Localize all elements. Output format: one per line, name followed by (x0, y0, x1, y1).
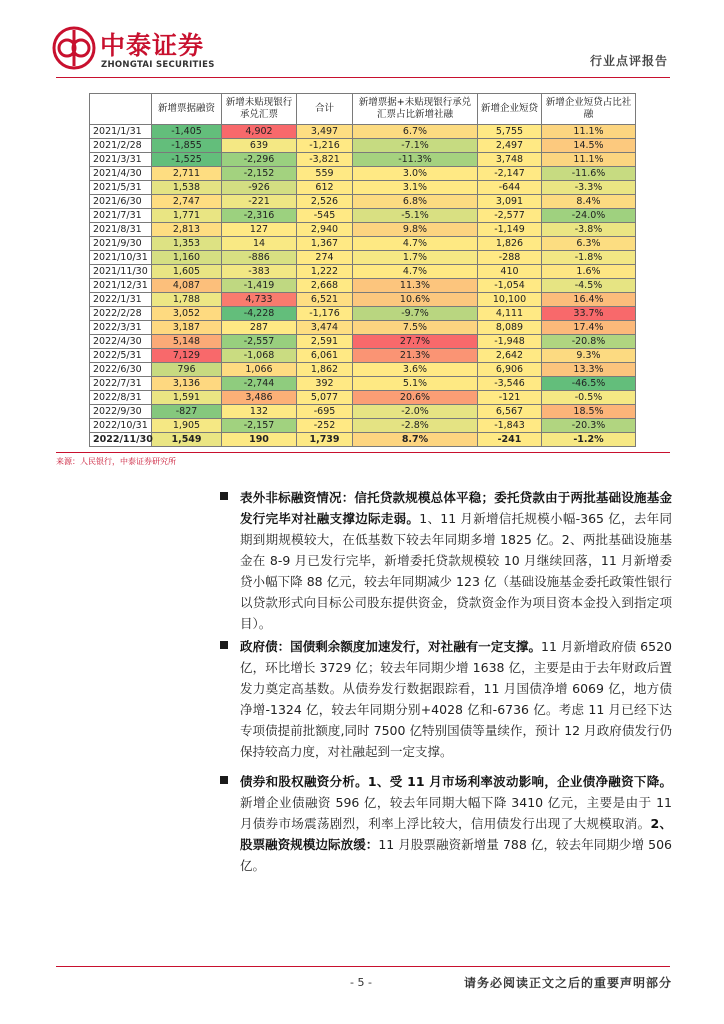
cell-total: 6,061 (297, 349, 353, 363)
cell-short-loans-share: 17.4% (542, 321, 636, 335)
cell-undiscounted-bills: -2,744 (222, 377, 297, 391)
cell-date: 2021/8/31 (90, 223, 152, 237)
header-bills-share: 新增票据+未贴现银行承兑汇票占比新增社融 (353, 94, 478, 125)
bullet-paragraph (240, 636, 672, 762)
company-name-cn: 中泰证券 (100, 31, 205, 60)
cell-date: 2021/9/30 (90, 237, 152, 251)
cell-undiscounted-bills: -2,316 (222, 209, 297, 223)
table-row (90, 195, 636, 209)
table-row (90, 405, 636, 419)
cell-date: 2022/10/31 (90, 419, 152, 433)
cell-bills-share: 9.8% (353, 223, 478, 237)
table-row (90, 139, 636, 153)
cell-bill-financing: 1,160 (152, 251, 222, 265)
cell-undiscounted-bills: 4,733 (222, 293, 297, 307)
cell-bills-share: 8.7% (353, 433, 478, 447)
cell-short-loans-share: -3.3% (542, 181, 636, 195)
cell-bills-share: 7.5% (353, 321, 478, 335)
bullet-paragraph (240, 487, 672, 634)
cell-short-loans-share: 16.4% (542, 293, 636, 307)
cell-undiscounted-bills: 4,902 (222, 125, 297, 139)
cell-total: 559 (297, 167, 353, 181)
cell-date: 2021/1/31 (90, 125, 152, 139)
square-bullet-icon (220, 776, 228, 784)
cell-short-loans: 3,748 (478, 153, 542, 167)
cell-total: 3,497 (297, 125, 353, 139)
bullet-paragraph (240, 771, 672, 876)
header-undiscounted-bills: 新增未贴现银行承兑汇票 (222, 94, 297, 125)
cell-undiscounted-bills: 14 (222, 237, 297, 251)
cell-total: 2,668 (297, 279, 353, 293)
cell-total: 1,739 (297, 433, 353, 447)
cell-bills-share: -9.7% (353, 307, 478, 321)
cell-bill-financing: 3,136 (152, 377, 222, 391)
cell-short-loans-share: -20.8% (542, 335, 636, 349)
cell-undiscounted-bills: -2,296 (222, 153, 297, 167)
cell-undiscounted-bills: -2,157 (222, 419, 297, 433)
cell-bill-financing: 2,747 (152, 195, 222, 209)
cell-bill-financing: 796 (152, 363, 222, 377)
source-divider (56, 452, 670, 453)
table-row (90, 349, 636, 363)
table-row (90, 321, 636, 335)
cell-undiscounted-bills: -383 (222, 265, 297, 279)
table-row (90, 167, 636, 181)
cell-date: 2022/9/30 (90, 405, 152, 419)
cell-short-loans-share: 1.6% (542, 265, 636, 279)
bullet-lead: 政府债：国债剩余额度加速发行，对社融有一定支撑。 (240, 639, 541, 654)
cell-short-loans-share: -20.3% (542, 419, 636, 433)
cell-date: 2021/11/30 (90, 265, 152, 279)
cell-short-loans: -288 (478, 251, 542, 265)
cell-bills-share: 5.1% (353, 377, 478, 391)
cell-date: 2021/7/31 (90, 209, 152, 223)
table-row (90, 237, 636, 251)
cell-bill-financing: 1,538 (152, 181, 222, 195)
cell-bill-financing: 7,129 (152, 349, 222, 363)
cell-short-loans: 2,642 (478, 349, 542, 363)
cell-short-loans: -2,577 (478, 209, 542, 223)
cell-short-loans-share: 33.7% (542, 307, 636, 321)
table-row (90, 307, 636, 321)
cell-short-loans: -121 (478, 391, 542, 405)
cell-date: 2022/11/30 (90, 433, 152, 447)
cell-short-loans-share: -1.2% (542, 433, 636, 447)
cell-bills-share: 10.6% (353, 293, 478, 307)
header-bill-financing: 新增票据融资 (152, 94, 222, 125)
cell-bills-share: 3.1% (353, 181, 478, 195)
cell-total: 612 (297, 181, 353, 195)
cell-bills-share: 3.0% (353, 167, 478, 181)
bullet-body: 1、11 月新增信托规模小幅-365 亿，去年同期到期规模较大，在低基数下较去年同期多增 1825 亿。2、两批基础设施基金在 8-9 月已发行完毕，新增委托贷款规模较 10 月继续回落，11 月新增委贷小幅下降 88 亿元，较去年同期减少 123 亿（基础设施基金委托政策性银行以贷款形式向目标公司股东提供资金，贷款资金作为项目资本金投入到指定项目）。 (240, 511, 672, 631)
zhongtai-logo-icon (52, 26, 96, 70)
cell-short-loans: -241 (478, 433, 542, 447)
cell-date: 2022/8/31 (90, 391, 152, 405)
page-header (0, 0, 724, 80)
cell-short-loans: 4,111 (478, 307, 542, 321)
cell-short-loans: 3,091 (478, 195, 542, 209)
cell-bill-financing: -827 (152, 405, 222, 419)
cell-date: 2022/2/28 (90, 307, 152, 321)
cell-bill-financing: 2,813 (152, 223, 222, 237)
cell-total: 1,862 (297, 363, 353, 377)
cell-bills-share: 3.6% (353, 363, 478, 377)
cell-date: 2021/3/31 (90, 153, 152, 167)
table-row (90, 209, 636, 223)
bullet-government-bonds (240, 636, 672, 762)
cell-date: 2022/1/31 (90, 293, 152, 307)
cell-short-loans-share: 11.1% (542, 125, 636, 139)
page-number: - 5 - (350, 976, 372, 989)
cell-bills-share: -2.0% (353, 405, 478, 419)
cell-bills-share: 1.7% (353, 251, 478, 265)
cell-bill-financing: -1,525 (152, 153, 222, 167)
cell-short-loans-share: 18.5% (542, 405, 636, 419)
cell-undiscounted-bills: -926 (222, 181, 297, 195)
cell-short-loans-share: -24.0% (542, 209, 636, 223)
cell-short-loans: -1,054 (478, 279, 542, 293)
cell-total: -1,216 (297, 139, 353, 153)
cell-bills-share: 6.7% (353, 125, 478, 139)
cell-short-loans: 6,906 (478, 363, 542, 377)
cell-undiscounted-bills: 287 (222, 321, 297, 335)
cell-short-loans: 1,826 (478, 237, 542, 251)
cell-total: -1,176 (297, 307, 353, 321)
footer-divider (56, 966, 670, 967)
cell-bill-financing: 1,788 (152, 293, 222, 307)
cell-short-loans-share: 8.4% (542, 195, 636, 209)
cell-short-loans: 5,755 (478, 125, 542, 139)
table-row (90, 279, 636, 293)
cell-date: 2022/6/30 (90, 363, 152, 377)
cell-short-loans-share: 6.3% (542, 237, 636, 251)
cell-date: 2022/4/30 (90, 335, 152, 349)
cell-short-loans-share: -11.6% (542, 167, 636, 181)
cell-undiscounted-bills: 190 (222, 433, 297, 447)
table-source: 来源：人民银行，中泰证券研究所 (56, 457, 176, 466)
cell-short-loans-share: 11.1% (542, 153, 636, 167)
cell-bill-financing: 1,353 (152, 237, 222, 251)
table-row (90, 391, 636, 405)
cell-bills-share: -2.8% (353, 419, 478, 433)
cell-short-loans: -1,149 (478, 223, 542, 237)
bullet-bond-equity (240, 771, 672, 876)
cell-date: 2022/7/31 (90, 377, 152, 391)
cell-bill-financing: 4,087 (152, 279, 222, 293)
cell-undiscounted-bills: -1,419 (222, 279, 297, 293)
table-row (90, 265, 636, 279)
financing-data-table (89, 93, 636, 447)
cell-short-loans: 10,100 (478, 293, 542, 307)
cell-undiscounted-bills: -1,068 (222, 349, 297, 363)
cell-bill-financing: -1,855 (152, 139, 222, 153)
cell-bills-share: -11.3% (353, 153, 478, 167)
cell-total: 2,940 (297, 223, 353, 237)
cell-short-loans-share: -0.5% (542, 391, 636, 405)
cell-short-loans-share: -3.8% (542, 223, 636, 237)
bullet-lead: 债券和股权融资分析。1、受 11 月市场利率波动影响，企业债净融资下降。 (240, 774, 672, 789)
table-row (90, 181, 636, 195)
table-header-row (90, 94, 636, 125)
cell-undiscounted-bills: 639 (222, 139, 297, 153)
cell-short-loans: -1,948 (478, 335, 542, 349)
cell-bill-financing: 5,148 (152, 335, 222, 349)
cell-short-loans: 6,567 (478, 405, 542, 419)
cell-total: -252 (297, 419, 353, 433)
cell-date: 2021/6/30 (90, 195, 152, 209)
table-row (90, 433, 636, 447)
cell-short-loans-share: 9.3% (542, 349, 636, 363)
cell-undiscounted-bills: -221 (222, 195, 297, 209)
cell-total: 5,077 (297, 391, 353, 405)
table-row (90, 293, 636, 307)
cell-bill-financing: 3,187 (152, 321, 222, 335)
cell-bills-share: 21.3% (353, 349, 478, 363)
cell-total: -545 (297, 209, 353, 223)
cell-undiscounted-bills: -886 (222, 251, 297, 265)
cell-undiscounted-bills: 1,066 (222, 363, 297, 377)
cell-undiscounted-bills: -2,557 (222, 335, 297, 349)
bullet-body: 11 月新增政府债 6520 亿，环比增长 3729 亿；较去年同期少增 1638 亿，主要是由于去年财政后置发力奠定高基数。从债券发行数据跟踪看，11 月国债净增 6069 亿，地方债净增-1324 亿，较去年同期分别+4028 亿和-6736 亿。考虑 11 月已经下达专项债提前批额度,同时 7500 亿特别国债等量续作，预计 12 月政府债发行仍保持较高力度，对社融起到一定支撑。 (240, 639, 672, 759)
bullet-offbalance (240, 487, 672, 634)
cell-short-loans: 8,089 (478, 321, 542, 335)
cell-total: 2,591 (297, 335, 353, 349)
cell-bills-share: -7.1% (353, 139, 478, 153)
cell-bills-share: 11.3% (353, 279, 478, 293)
cell-date: 2021/12/31 (90, 279, 152, 293)
table-row (90, 153, 636, 167)
cell-bills-share: 20.6% (353, 391, 478, 405)
cell-total: 3,474 (297, 321, 353, 335)
header-short-loans-share: 新增企业短贷占比社融 (542, 94, 636, 125)
cell-short-loans-share: -1.8% (542, 251, 636, 265)
cell-short-loans: -3,546 (478, 377, 542, 391)
table-row (90, 223, 636, 237)
cell-short-loans-share: -4.5% (542, 279, 636, 293)
cell-date: 2022/3/31 (90, 321, 152, 335)
cell-bill-financing: 1,549 (152, 433, 222, 447)
cell-short-loans: -2,147 (478, 167, 542, 181)
cell-short-loans-share: 13.3% (542, 363, 636, 377)
header-short-loans: 新增企业短贷 (478, 94, 542, 125)
table-row (90, 363, 636, 377)
bullet-body: 11 月股票融资新增量 788 亿，较去年同期少增 506 亿。 (240, 837, 672, 873)
square-bullet-icon (220, 492, 228, 500)
report-type: 行业点评报告 (589, 54, 668, 68)
cell-total: 2,526 (297, 195, 353, 209)
company-name-en: ZHONGTAI SECURITIES (101, 60, 215, 70)
cell-bills-share: 4.7% (353, 265, 478, 279)
cell-date: 2021/5/31 (90, 181, 152, 195)
cell-undiscounted-bills: 127 (222, 223, 297, 237)
header-divider (56, 77, 670, 78)
cell-date: 2021/10/31 (90, 251, 152, 265)
bullet-lead: 2、股票融资规模边际放缓： (240, 816, 672, 852)
footer-disclaimer: 请务必阅读正文之后的重要声明部分 (463, 976, 672, 990)
cell-bills-share: 27.7% (353, 335, 478, 349)
cell-bill-financing: 3,052 (152, 307, 222, 321)
cell-bill-financing: 1,771 (152, 209, 222, 223)
cell-short-loans: -644 (478, 181, 542, 195)
cell-total: 1,367 (297, 237, 353, 251)
cell-bill-financing: 1,591 (152, 391, 222, 405)
cell-total: -3,821 (297, 153, 353, 167)
table-row (90, 251, 636, 265)
cell-short-loans-share: -46.5% (542, 377, 636, 391)
cell-total: 6,521 (297, 293, 353, 307)
header-total: 合计 (297, 94, 353, 125)
cell-bill-financing: -1,405 (152, 125, 222, 139)
cell-bills-share: 4.7% (353, 237, 478, 251)
cell-undiscounted-bills: -2,152 (222, 167, 297, 181)
cell-bills-share: -5.1% (353, 209, 478, 223)
table-row (90, 125, 636, 139)
cell-date: 2022/5/31 (90, 349, 152, 363)
cell-date: 2021/4/30 (90, 167, 152, 181)
bullet-body: 新增企业债融资 596 亿，较去年同期大幅下降 3410 亿元，主要是由于 11 月债券市场震荡剧烈，利率上浮比较大，信用债发行出现了大规模取消。 (240, 795, 672, 831)
cell-undiscounted-bills: -4,228 (222, 307, 297, 321)
cell-total: 274 (297, 251, 353, 265)
header-date (90, 94, 152, 125)
cell-short-loans: 410 (478, 265, 542, 279)
cell-short-loans-share: 14.5% (542, 139, 636, 153)
table-row (90, 377, 636, 391)
table-row (90, 335, 636, 349)
cell-total: 1,222 (297, 265, 353, 279)
bullet-lead: 表外非标融资情况：信托贷款规模总体平稳；委托贷款由于两批基础设施基金发行完毕对社融支撑边际走弱。 (240, 490, 672, 526)
cell-date: 2021/2/28 (90, 139, 152, 153)
cell-total: 392 (297, 377, 353, 391)
cell-undiscounted-bills: 132 (222, 405, 297, 419)
cell-undiscounted-bills: 3,486 (222, 391, 297, 405)
table-row (90, 419, 636, 433)
cell-short-loans: -1,843 (478, 419, 542, 433)
cell-bill-financing: 2,711 (152, 167, 222, 181)
cell-bills-share: 6.8% (353, 195, 478, 209)
square-bullet-icon (220, 641, 228, 649)
cell-short-loans: 2,497 (478, 139, 542, 153)
cell-bill-financing: 1,905 (152, 419, 222, 433)
cell-total: -695 (297, 405, 353, 419)
cell-bill-financing: 1,605 (152, 265, 222, 279)
